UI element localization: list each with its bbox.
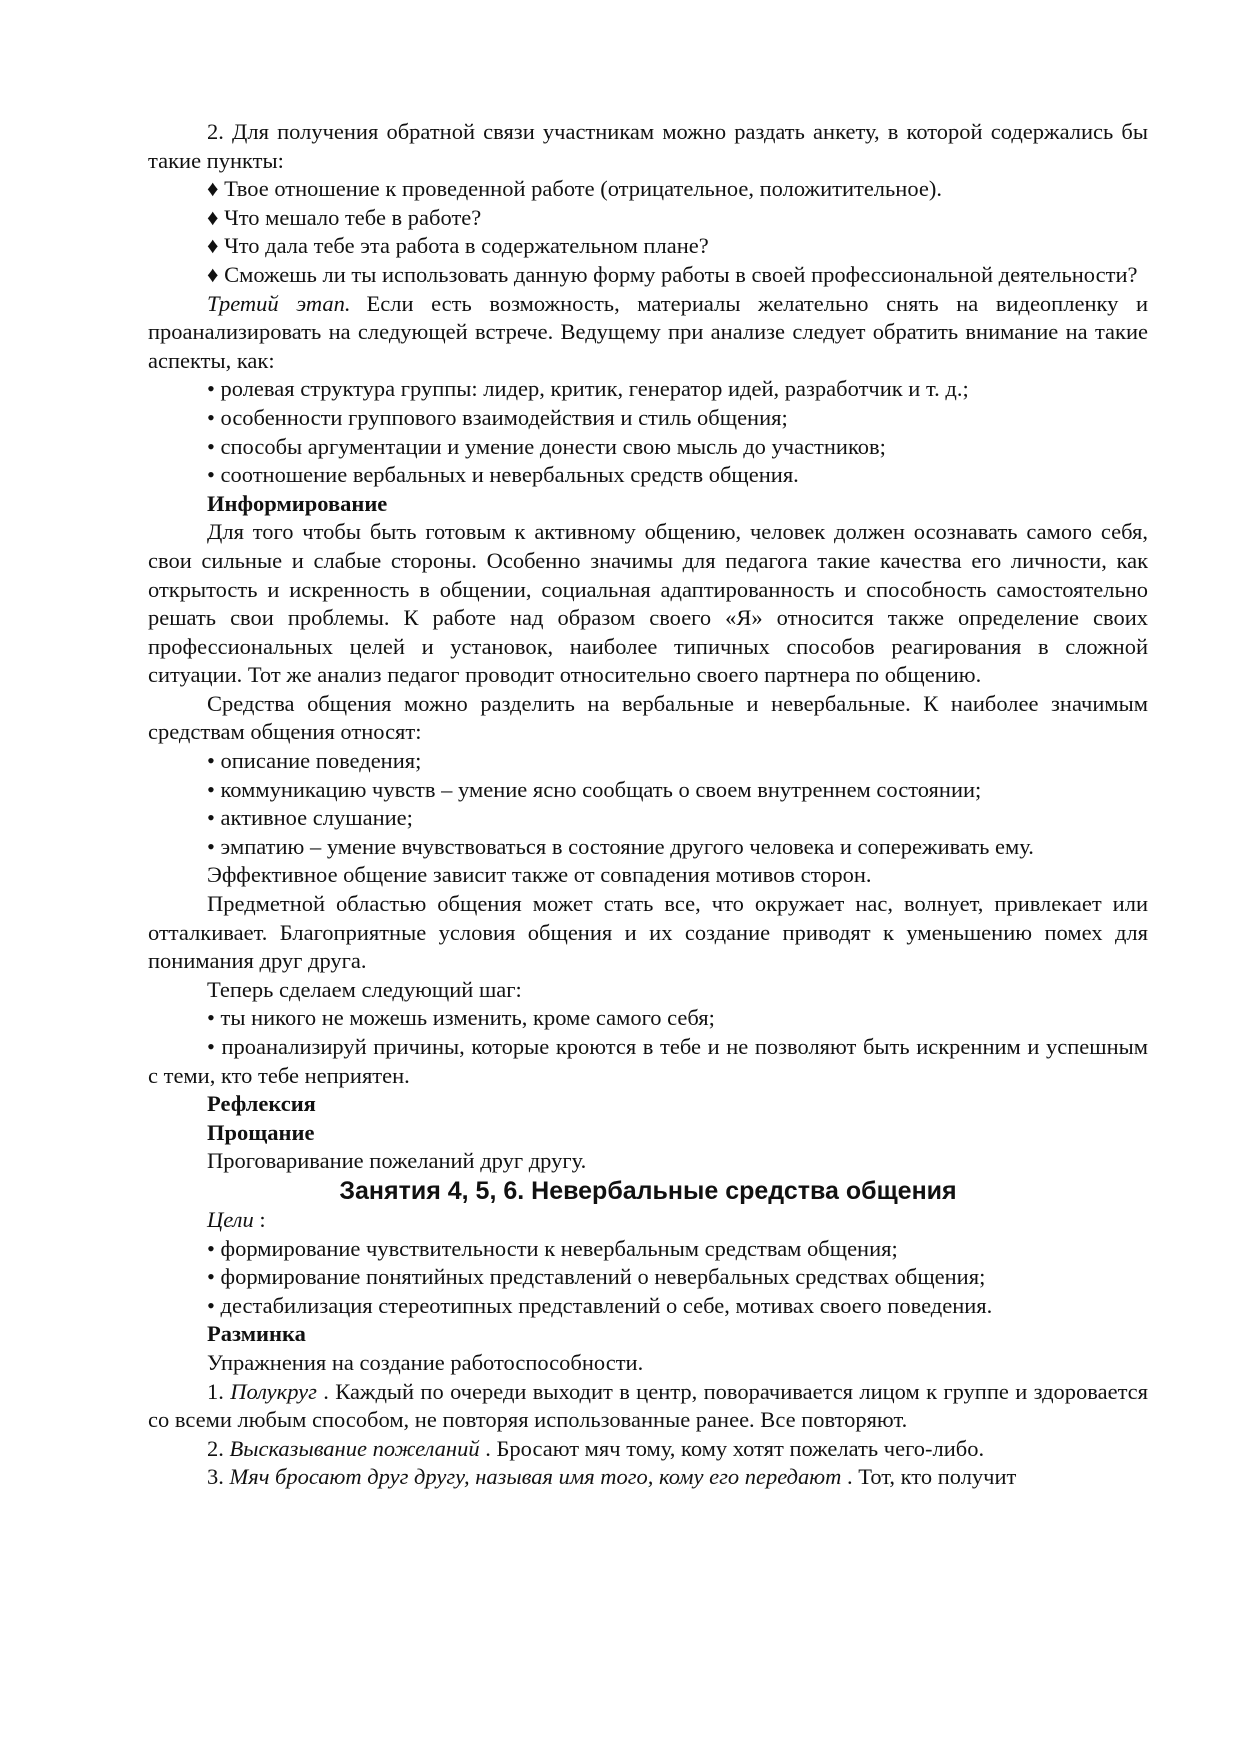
section-title: Занятия 4, 5, 6. Невербальные средства общения (339, 1176, 957, 1205)
means-bullet: • активное слушание; (207, 805, 413, 831)
exercise-3 (148, 1463, 1148, 1492)
third-stage-label: Третий этап. (207, 290, 351, 316)
questionnaire-item: ♦ Твое отношение к проведенной работе (отрицательное, положитительное). (207, 176, 942, 202)
aspect-bullet: • соотношение вербальных и невербальных средств общения. (207, 462, 799, 488)
goals-label-text: Цели (207, 1206, 254, 1232)
exercise-name: Полукруг (230, 1378, 317, 1404)
effective-communication-paragraph: Эффективное общение зависит также от совпадения мотивов сторон. (207, 862, 872, 888)
exercise-text: . Каждый по очереди выходит в центр, поворачивается лицом к группе и здоровается со всеми любым способом, не повторяя использованные ранее. Все повторяют. (148, 1378, 1149, 1433)
informing-paragraph: Для того чтобы быть готовым к активному общению, человек должен осознавать самого себя, свои сильные и слабые стороны. Особенно значимы для педагога такие качества его личности, как открытость и искренность в общении, социальная адаптированность и способность самостоятельно решать свои проблемы. К работе над образом своего «Я» относится также определение своих профессиональных целей и установок, наиболее типичных способов реагирования в сложной ситуации. Тот же анализ педагог проводит относительно своего партнера по общению. (148, 519, 1148, 688)
exercise-1 (148, 1378, 1148, 1435)
exercise-number: 1. (207, 1378, 231, 1404)
third-stage-paragraph (148, 290, 1148, 376)
questionnaire-item: ♦ Что дала тебе эта работа в содержательном плане? (207, 233, 709, 259)
step-bullet: • проанализируй причины, которые кроются в тебе и не позволяют быть искренним и успешным с теми, кто тебе неприятен. (148, 1034, 1148, 1088)
exercise-2 (148, 1435, 1148, 1464)
exercise-text: . Тот, кто получит (841, 1464, 1017, 1490)
goals-label (148, 1206, 1148, 1235)
goal-bullet: • дестабилизация стереотипных представлений о себе, мотивах своего поведения. (207, 1292, 993, 1318)
exercise-name: Мяч бросают друг другу, называя имя того, кому его передают (229, 1464, 842, 1490)
means-bullet: • описание поведения; (207, 748, 422, 774)
page-content (148, 118, 1148, 1492)
goal-bullet: • формирование понятийных представлений о невербальных средствах общения; (207, 1264, 986, 1290)
exercise-number: 2. (207, 1435, 230, 1461)
reflection-heading: Рефлексия (207, 1091, 316, 1117)
farewell-heading: Прощание (207, 1119, 315, 1145)
next-step-paragraph: Теперь сделаем следующий шаг: (207, 976, 522, 1002)
questionnaire-item: ♦ Сможешь ли ты использовать данную форму работы в своей профессиональной деятельности? (207, 261, 1138, 287)
exercise-name: Высказывание пожеланий (229, 1435, 480, 1461)
third-stage-text: Если есть возможность, материалы желательно снять на видеопленку и проанализировать на следующей встрече. Ведущему при анализе следует обратить внимание на такие аспекты, как: (148, 290, 1148, 373)
warmup-intro: Упражнения на создание работоспособности. (207, 1349, 644, 1375)
goals-label-suffix: : (253, 1206, 266, 1232)
means-bullet: • эмпатию – умение вчувствоваться в состояние другого человека и сопереживать ему. (207, 833, 1034, 859)
communication-means-paragraph: Средства общения можно разделить на вербальные и невербальные. К наиболее значимым средствам общения относят: (148, 690, 1148, 745)
feedback-paragraph: 2. Для получения обратной связи участникам можно раздать анкету, в которой содержались бы такие пункты: (148, 119, 1148, 173)
exercise-number: 3. (207, 1464, 230, 1490)
aspect-bullet: • особенности группового взаимодействия и стиль общения; (207, 404, 788, 430)
means-bullet: • коммуникацию чувств – умение ясно сообщать о своем внутреннем состоянии; (207, 776, 982, 802)
subject-area-paragraph: Предметной областью общения может стать все, что окружает нас, волнует, привлекает или отталкивает. Благоприятные условия общения и их создание приводят к уменьшению помех для понимания друг друга. (148, 891, 1148, 974)
warmup-heading: Разминка (207, 1321, 306, 1347)
step-bullet: • ты никого не можешь изменить, кроме самого себя; (207, 1005, 715, 1031)
aspect-bullet: • способы аргументации и умение донести свою мысль до участников; (207, 433, 886, 459)
goal-bullet: • формирование чувствительности к невербальным средствам общения; (207, 1235, 898, 1261)
informing-heading: Информирование (207, 490, 388, 516)
questionnaire-item: ♦ Что мешало тебе в работе? (207, 204, 482, 230)
exercise-text: . Бросают мяч тому, кому хотят пожелать чего-либо. (479, 1435, 985, 1461)
aspect-bullet: • ролевая структура группы: лидер, критик, генератор идей, разработчик и т. д.; (207, 376, 969, 402)
farewell-text: Проговаривание пожеланий друг другу. (207, 1148, 587, 1174)
